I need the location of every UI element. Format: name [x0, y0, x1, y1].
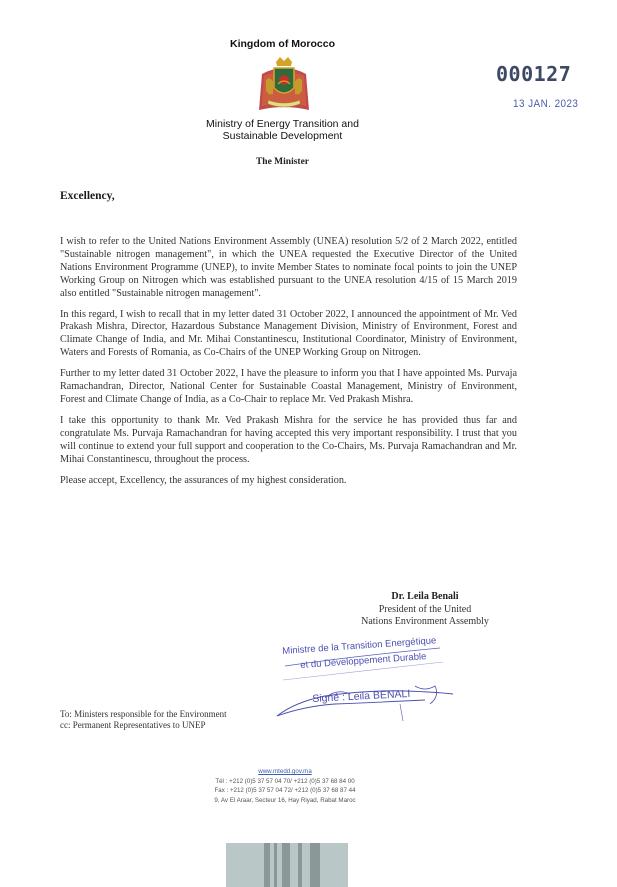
recipients-to: To: Ministers responsible for the Environment	[60, 709, 227, 719]
body-paragraph: Please accept, Excellency, the assurances of my highest consideration.	[60, 474, 347, 486]
minister-title: The Minister	[255, 157, 310, 167]
recipients-block	[60, 709, 227, 731]
ministry-name-line1: Ministry of Energy Transition and	[206, 118, 359, 130]
ministry-name-line2: Sustainable Development	[222, 130, 343, 142]
body-paragraph: Further to my letter dated 31 October 2022, I have the pleasure to inform you that I have appointed Ms. Purvaja Ramachandran, Director, National Center for Sustainable Coastal Management, Ministry of Environment, Forest and Climate Change of India, as a Co-Chair to replace Mr. Ved Prakash Mishra.	[60, 368, 517, 405]
stamp-signed-name: Signé : Leila BENALI	[312, 687, 411, 705]
body-paragraph: In this regard, I wish to recall that in my letter dated 31 October 2022, I announced the appointment of Mr. Ved Prakash Mishra, Director, Hazardous Substance Management Division, Ministry of Environment, Forest and Climate Change of India, and Mr. Mihai Constantinescu, Institutional Coordinator, Ministry of Environment, Waters and Forests of Romania, as Co-Chairs of the UNEP Working Group on Nitrogen.	[60, 308, 517, 359]
recipients-cc: cc: Permanent Representatives to UNEP	[60, 720, 206, 730]
letter-body	[60, 236, 517, 495]
reference-date: 13 JAN. 2023	[513, 98, 579, 110]
stamp-ministry-line2: et du Développement Durable	[300, 651, 427, 671]
signatory-role-line2: Nations Environment Assembly	[361, 616, 489, 627]
stamp-ministry-line: Ministre de la Transition Energétique	[282, 635, 437, 657]
signature-block	[330, 591, 520, 629]
royal-coat-of-arms-icon	[254, 54, 314, 114]
ministry-name	[0, 118, 565, 142]
body-paragraph: I take this opportunity to thank Mr. Ved Prakash Mishra for the service he has provided thus far and congratulate Ms. Purvaja Ramachandran for having accepted this very important responsibility. I trust that you will continue to extend your full support and cooperation to the Co-Chairs, Ms. Purvaja Ramachandran and Mr. Mihai Constantinescu, throughout the process.	[60, 414, 517, 465]
footer-address: 9, Av El Araar, Secteur 16, Hay Riyad, Rabat Maroc	[214, 796, 356, 804]
footer-telephone: Tél : +212 (0)5 37 57 04 70/ +212 (0)5 37 68 84 00	[215, 777, 355, 785]
website-link[interactable]: www.mtedd.gov.ma	[258, 768, 312, 775]
letterhead-footer	[180, 767, 390, 805]
reference-number: 000127	[496, 62, 572, 86]
barcode-icon	[226, 843, 348, 887]
salutation: Excellency,	[60, 190, 115, 202]
signatory-name: Dr. Leila Benali	[391, 591, 459, 602]
kingdom-heading: Kingdom of Morocco	[230, 38, 335, 50]
footer-fax: Fax : +212 (0)5 37 57 04 72/ +212 (0)5 37 68 87 44	[214, 787, 356, 795]
body-paragraph: I wish to refer to the United Nations Environment Assembly (UNEA) resolution 5/2 of 2 March 2022, entitled "Sustainable nitrogen management", in which the UNEA requested the Executive Director of the United Nations Environment Programme (UNEP), to invite Member States to nominate focal points to join the UNEP Working Group on Nitrogen which was established pursuant to the UNEA resolution 4/15 of 15 March 2019 also entitled "Sustainable nitrogen management".	[60, 236, 517, 299]
signatory-role-line1: President of the United	[378, 603, 472, 615]
